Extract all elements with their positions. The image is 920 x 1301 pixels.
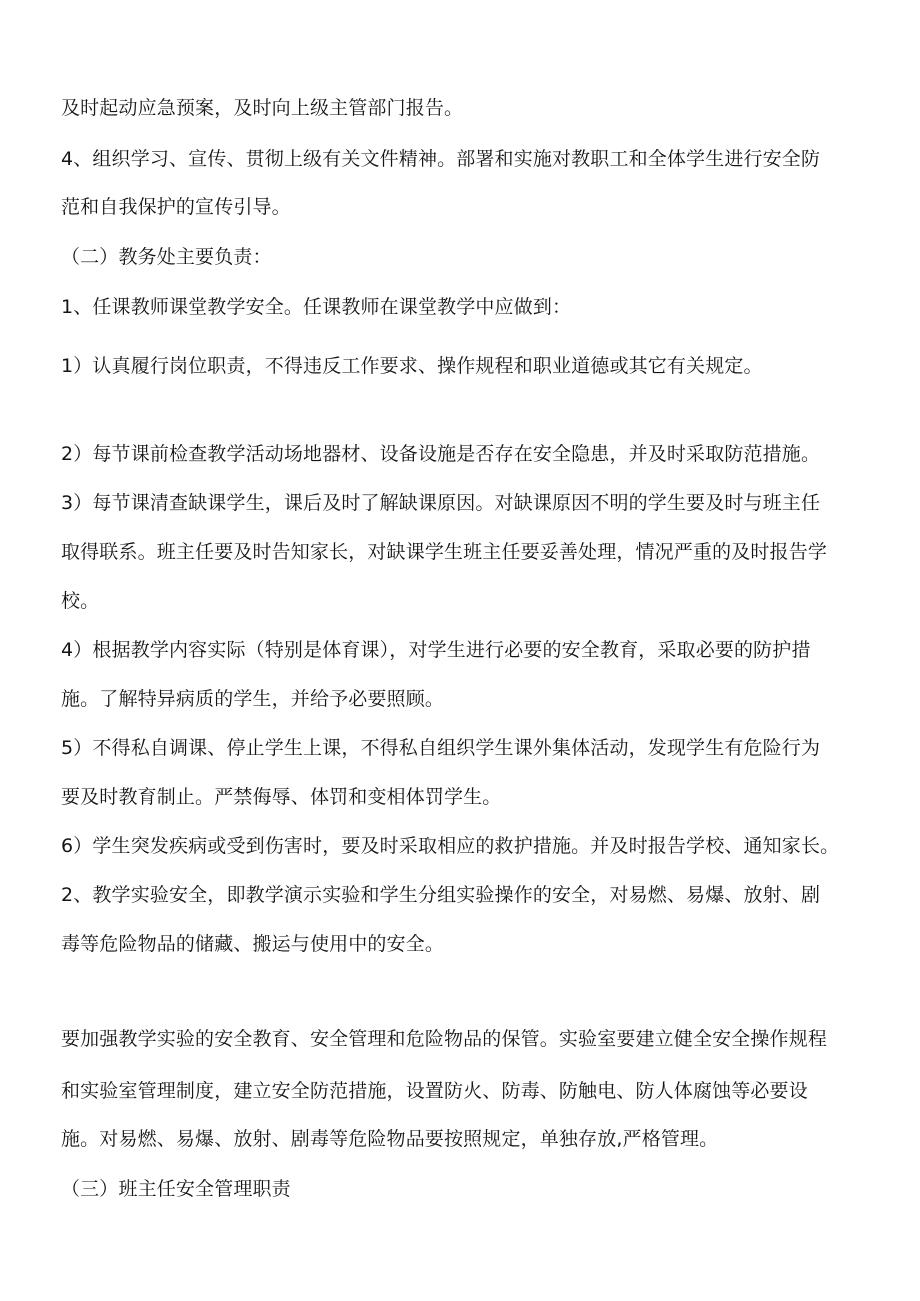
paragraph-line: 4、组织学习、宣传、贯彻上级有关文件精神。部署和实施对教职工和全体学生进行安全防 — [61, 148, 821, 170]
paragraph-line: 毒等危险物品的储藏、搬运与使用中的安全。 — [61, 933, 445, 955]
paragraph-line: 5）不得私自调课、停止学生上课，不得私自组织学生课外集体活动，发现学生有危险行为 — [61, 737, 821, 759]
paragraph-line: 要加强教学实验的安全教育、安全管理和危险物品的保管。实验室要建立健全安全操作规程 — [61, 1028, 828, 1050]
paragraph-line: 校。 — [61, 590, 100, 612]
paragraph-line: 2）每节课前检查教学活动场地器材、设备设施是否存在安全隐患，并及时采取防范措施。 — [61, 443, 821, 465]
section-heading: （三）班主任安全管理职责 — [61, 1178, 291, 1200]
section-heading: （二）教务处主要负责： — [61, 246, 272, 268]
paragraph-line: 和实验室管理制度，建立安全防范措施，设置防火、防毒、防触电、防人体腐蚀等必要设 — [61, 1080, 808, 1102]
paragraph-line: 2、教学实验安全，即教学演示实验和学生分组实验操作的安全，对易燃、易爆、放射、剧 — [61, 884, 821, 906]
paragraph-line: 范和自我保护的宣传引导。 — [61, 196, 291, 218]
paragraph-line: 及时起动应急预案，及时向上级主管部门报告。 — [61, 97, 464, 119]
paragraph-line: 取得联系。班主任要及时告知家长，对缺课学生班主任要妥善处理，情况严重的及时报告学 — [61, 541, 828, 563]
paragraph-line: 3）每节课清查缺课学生，课后及时了解缺课原因。对缺课原因不明的学生要及时与班主任 — [61, 492, 821, 514]
paragraph-line: 施。了解特异病质的学生，并给予必要照顾。 — [61, 688, 445, 710]
paragraph-line: 1、任课教师课堂教学安全。任课教师在课堂教学中应做到： — [61, 296, 572, 318]
paragraph-line: 施。对易燃、易爆、放射、剧毒等危险物品要按照规定，单独存放,严格管理。 — [61, 1128, 719, 1150]
paragraph-line: 6）学生突发疾病或受到伤害时，要及时采取相应的救护措施。并及时报告学校、通知家长。 — [61, 835, 840, 857]
paragraph-line: 1）认真履行岗位职责，不得违反工作要求、操作规程和职业道德或其它有关规定。 — [61, 355, 763, 377]
paragraph-line: 要及时教育制止。严禁侮辱、体罚和变相体罚学生。 — [61, 786, 502, 808]
paragraph-line: 4）根据教学内容实际（特别是体育课），对学生进行必要的安全教育，采取必要的防护措 — [61, 639, 811, 661]
